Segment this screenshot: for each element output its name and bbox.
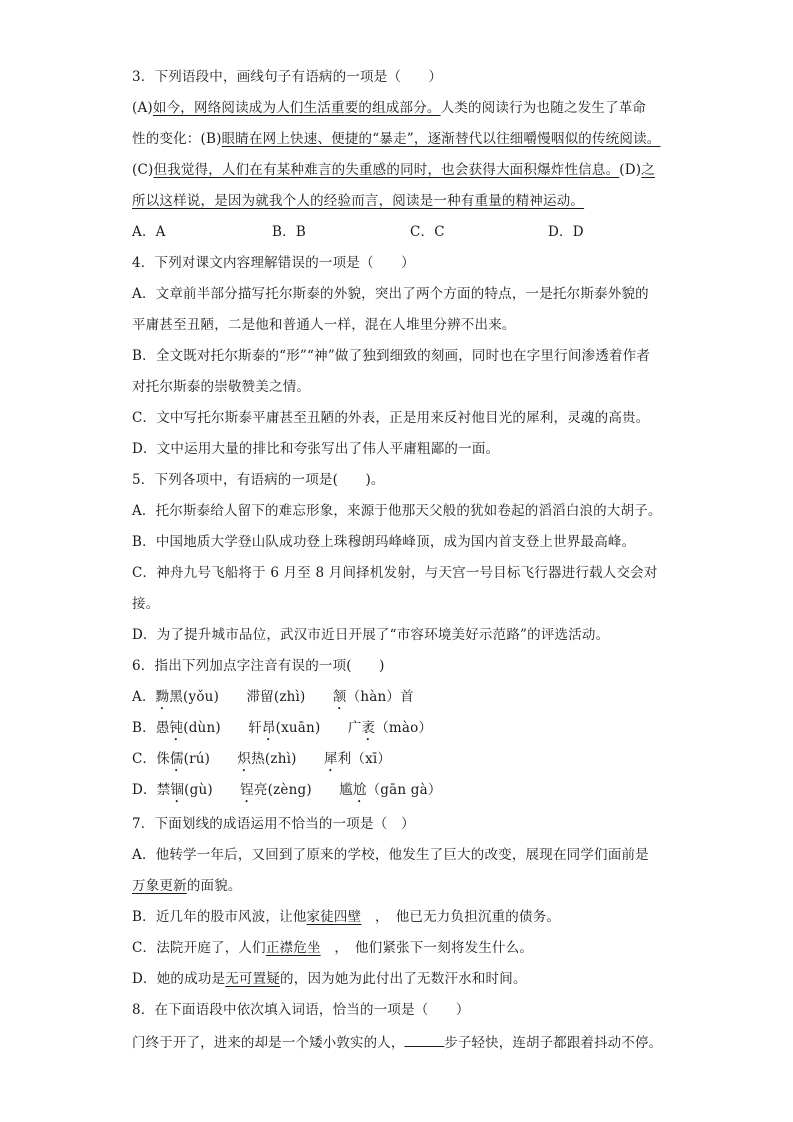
underlined-idiom: 无可置疑: [225, 971, 281, 987]
underlined-idiom: 正襟危坐: [265, 940, 321, 956]
underlined-sentence-a: 如今，网络阅读成为人们生活重要的组成部分。: [152, 100, 441, 116]
q8-passage: 门终于开了，进来的却是一个矮小敦实的人， 步子轻快，连胡子都跟着抖动不停。: [132, 1032, 662, 1052]
q7-option-a-line-1: A．他转学一年后，又回到了原来的学校，他发生了巨大的改变，展现在同学们面前是: [132, 847, 649, 863]
q4-option-d: D．文中运用大量的排比和夸张写出了伟人平庸粗鄙的一面。: [132, 441, 500, 457]
q3-line-1: (A)如今，网络阅读成为人们生活重要的组成部分。人类的阅读行为也随之发生了革命: [132, 100, 647, 116]
q6-stem: 6．指出下列加点字注音有误的一项( ): [132, 658, 385, 674]
q5-option-d: D．为了提升城市品位，武汉市近日开展了“市容环境美好示范路”的评选活动。: [132, 627, 610, 643]
q4-option-c: C．文中写托尔斯泰平庸甚至丑陋的外表，正是用来反衬他目光的犀利，灵魂的高贵。: [132, 410, 650, 426]
underlined-idiom: 家徒四壁: [306, 909, 362, 925]
q6-option-b: B．愚钝(dùn) 轩昂(xuān) 广袤（mào）: [132, 720, 433, 736]
q7-option-a-line-2: 万象更新的面貌。: [132, 878, 242, 894]
q7-option-d: D．她的成功是无可置疑的，因为她为此付出了无数汗水和时间。: [132, 971, 527, 987]
q4-option-a-line-1: A．文章前半部分描写托尔斯泰的外貌，突出了两个方面的特点，一是托尔斯泰外貌的: [132, 286, 649, 302]
underlined-idiom: 万象更新: [132, 878, 187, 894]
q7-option-b: B．近几年的股市风波，让他家徒四壁 ， 他已无力负担沉重的债务。: [132, 909, 561, 925]
q6-option-d: D．禁锢(gù) 锃亮(zèng) 尴尬（gān gà）: [132, 782, 442, 798]
option-a[interactable]: A．A: [132, 224, 166, 240]
q7-option-c: C．法院开庭了，人们正襟危坐 ， 他们紧张下一刻将发生什么。: [132, 940, 534, 956]
underlined-sentence-c: 但我觉得，人们在有某种难言的失重感的同时，也会获得大面积爆炸性信息。: [153, 162, 620, 178]
underlined-sentence-b: 眼睛在网上快速、便捷的“暴走”，逐渐替代以往细嚼慢咽似的传统阅读。: [221, 131, 661, 147]
q4-option-b-line-1: B．全文既对托尔斯泰的“形”“神”做了独到细致的刻画，同时也在字里行间渗透着作者: [132, 348, 651, 364]
q6-option-a: A．黝黑(yǒu) 滞留(zhì) 颔（hàn）首: [132, 689, 414, 705]
q7-stem: 7．下面划线的成语运用不恰当的一项是（ ）: [132, 816, 415, 832]
option-c[interactable]: C．C: [410, 224, 445, 240]
option-b[interactable]: B．B: [272, 224, 306, 240]
q5-option-c-line-1: C．神舟九号飞船将于 6 月至 8 月间择机发射，与天宫一号目标飞行器进行载人交会对: [132, 565, 658, 581]
q5-stem: 5．下列各项中，有语病的一项是( )。: [132, 472, 385, 488]
q3-line-2: 性的变化：(B)眼睛在网上快速、便捷的“暴走”，逐渐替代以往细嚼慢咽似的传统阅读。: [132, 131, 661, 147]
q8-stem: 8．在下面语段中依次填入词语，恰当的一项是（ ）: [132, 1002, 470, 1018]
q6-option-c: C．侏儒(rú) 炽热(zhì) 犀利（xī）: [132, 751, 392, 767]
q4-stem: 4．下列对课文内容理解错误的一项是（ ）: [132, 255, 415, 271]
q5-option-b: B．中国地质大学登山队成功登上珠穆朗玛峰峰顶，成为国内首支登上世界最高峰。: [132, 534, 636, 550]
option-d[interactable]: D．D: [548, 224, 584, 240]
underlined-sentence-d: 所以这样说，是因为就我个人的经验而言，阅读是一种有重量的精神运动。: [132, 193, 585, 209]
q5-option-c-line-2: 接。: [132, 596, 160, 612]
q3-line-3: (C)但我觉得，人们在有某种难言的失重感的同时，也会获得大面积爆炸性信息。(D)之: [132, 162, 655, 178]
q3-stem: 3．下列语段中，画线句子有语病的一项是（ ）: [132, 69, 443, 85]
q4-option-a-line-2: 平庸甚至丑陋，二是他和普通人一样，混在人堆里分辨不出来。: [132, 317, 516, 333]
fill-in-blank[interactable]: [404, 1032, 444, 1047]
q4-option-b-line-2: 对托尔斯泰的崇敬赞美之情。: [132, 379, 311, 395]
q5-option-a: A．托尔斯泰给人留下的难忘形象，来源于他那天父般的犹如卷起的滔滔白浪的大胡子。: [132, 503, 662, 519]
